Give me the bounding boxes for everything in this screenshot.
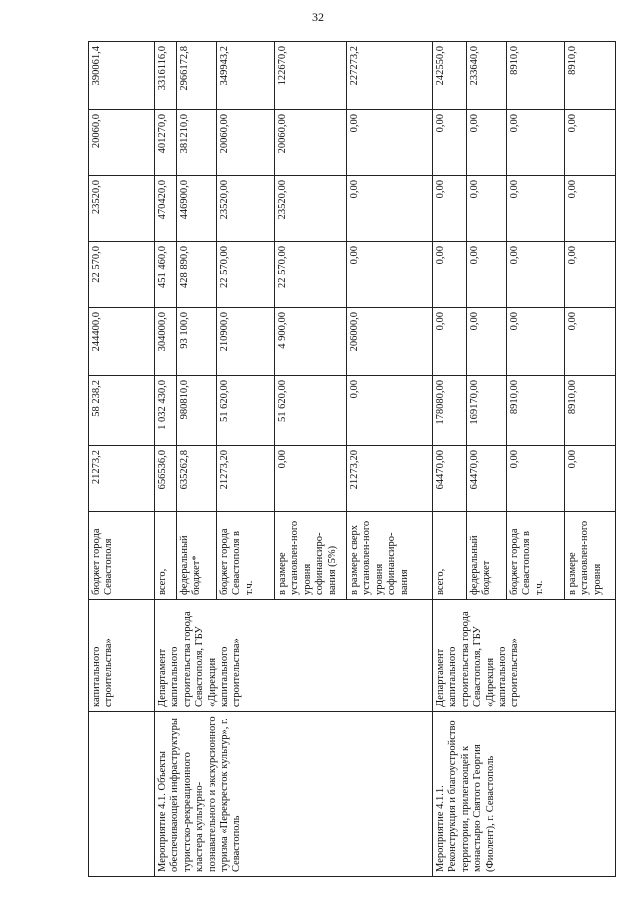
value-cell-2019: 0,00: [467, 308, 507, 376]
value-cell-2019: 304000,0: [155, 308, 177, 376]
value-cell-total: 8910,0: [507, 42, 565, 110]
value-cell-2022: 0,00: [347, 110, 433, 176]
value-cell-2019: 0,00: [507, 308, 565, 376]
value-cell-2019: 0,00: [433, 308, 467, 376]
value-cell-2020: 428 890,0: [177, 242, 217, 308]
table-row: [433, 42, 467, 877]
value-cell-2018: 51 620,00: [217, 376, 275, 446]
budget-table-wrapper: [88, 42, 615, 877]
value-cell-2017: 21273,2: [89, 446, 155, 512]
value-cell-2017: 21273,20: [217, 446, 275, 512]
source-cell: бюджет города Севастополя в т.ч.: [217, 512, 275, 600]
value-cell-2021: 0,00: [467, 176, 507, 242]
value-cell-2019: 0,00: [565, 308, 616, 376]
value-cell-2017: 21273,20: [347, 446, 433, 512]
value-cell-2018: 8910,00: [507, 376, 565, 446]
value-cell-2018: 58 238,2: [89, 376, 155, 446]
value-cell-2022: 0,00: [433, 110, 467, 176]
measure-cell: Мероприятие 4.1.1. Реконструкция и благоустройство территории, прилегающей к монастырю Святого Георгия (Фиолент), г. Севастополь: [433, 712, 616, 877]
value-cell-2021: 0,00: [433, 176, 467, 242]
value-cell-2020: 0,00: [347, 242, 433, 308]
value-cell-2022: 20060,0: [89, 110, 155, 176]
value-cell-2021: 23520,0: [89, 176, 155, 242]
value-cell-2018: 1 032 430,0: [155, 376, 177, 446]
value-cell-2017: 64470,00: [433, 446, 467, 512]
source-cell: всего,: [433, 512, 467, 600]
value-cell-2022: 381210,0: [177, 110, 217, 176]
value-cell-2022: 20060,00: [217, 110, 275, 176]
value-cell-2017: 0,00: [565, 446, 616, 512]
measure-cell: [89, 712, 155, 877]
value-cell-2018: 178080,00: [433, 376, 467, 446]
value-cell-2020: 22 570,00: [275, 242, 347, 308]
value-cell-2017: 656536,0: [155, 446, 177, 512]
value-cell-2020: 0,00: [507, 242, 565, 308]
value-cell-2018: 51 620,00: [275, 376, 347, 446]
value-cell-2021: 23520,00: [275, 176, 347, 242]
value-cell-2020: 0,00: [565, 242, 616, 308]
value-cell-2018: 8910,00: [565, 376, 616, 446]
value-cell-total: 8910,0: [565, 42, 616, 110]
value-cell-2017: 64470,00: [467, 446, 507, 512]
value-cell-2017: 635262,8: [177, 446, 217, 512]
value-cell-2021: 0,00: [347, 176, 433, 242]
value-cell-2021: 0,00: [507, 176, 565, 242]
value-cell-2022: 20060,00: [275, 110, 347, 176]
value-cell-2020: 22 570,00: [217, 242, 275, 308]
value-cell-2022: 401270,0: [155, 110, 177, 176]
value-cell-total: 227273,2: [347, 42, 433, 110]
value-cell-2017: 0,00: [275, 446, 347, 512]
source-cell: в размере сверх установлен-ного уровня софинансиро-вания: [347, 512, 433, 600]
source-cell: бюджет города Севастополя: [89, 512, 155, 600]
value-cell-2019: 210900,0: [217, 308, 275, 376]
executor-cell: капитального строительства»: [89, 600, 155, 712]
executor-cell: Департамент капитального строительства города Севастополя, ГБУ «Дирекция капитального строительства»: [155, 600, 433, 712]
source-cell: бюджет города Севастополя в т.ч.: [507, 512, 565, 600]
source-cell: в размере установлен-ного уровня софинансиро-вания (5%): [275, 512, 347, 600]
value-cell-total: 233640,0: [467, 42, 507, 110]
value-cell-2022: 0,00: [565, 110, 616, 176]
source-cell: федеральный бюджет*: [177, 512, 217, 600]
value-cell-2018: 980810,0: [177, 376, 217, 446]
page-number: 32: [312, 10, 324, 24]
table-row: [89, 42, 155, 877]
value-cell-2022: 0,00: [507, 110, 565, 176]
value-cell-total: 2966172,8: [177, 42, 217, 110]
value-cell-2022: 0,00: [467, 110, 507, 176]
value-cell-2019: 206000,0: [347, 308, 433, 376]
value-cell-2021: 446900,0: [177, 176, 217, 242]
measure-cell: Мероприятие 4.1. Объекты обеспечивающей инфраструктуры туристско-рекреационного кластера культурно-познавательного и экскурсионного туризма «Перекресток культур», г. Севастополь: [155, 712, 433, 877]
value-cell-total: 122670,0: [275, 42, 347, 110]
value-cell-2021: 0,00: [565, 176, 616, 242]
value-cell-total: 3316116,0: [155, 42, 177, 110]
value-cell-total: 349943,2: [217, 42, 275, 110]
source-cell: всего,: [155, 512, 177, 600]
value-cell-2017: 0,00: [507, 446, 565, 512]
value-cell-2020: 22 570,0: [89, 242, 155, 308]
budget-table: [88, 41, 616, 877]
value-cell-2019: 244400,0: [89, 308, 155, 376]
value-cell-2018: 0,00: [347, 376, 433, 446]
table-row: [155, 42, 177, 877]
value-cell-2021: 470420,0: [155, 176, 177, 242]
value-cell-2019: 93 100,0: [177, 308, 217, 376]
value-cell-total: 242550,0: [433, 42, 467, 110]
value-cell-2019: 4 900,00: [275, 308, 347, 376]
value-cell-2021: 23520,00: [217, 176, 275, 242]
value-cell-2020: 451 460,0: [155, 242, 177, 308]
executor-cell: Департамент капитального строительства города Севастополя, ГБУ «Дирекция капитального строительства»: [433, 600, 616, 712]
source-cell: в размере установлен-ного уровня: [565, 512, 616, 600]
value-cell-2020: 0,00: [433, 242, 467, 308]
source-cell: федеральный бюджет: [467, 512, 507, 600]
value-cell-2018: 169170,00: [467, 376, 507, 446]
value-cell-2020: 0,00: [467, 242, 507, 308]
value-cell-total: 390061,4: [89, 42, 155, 110]
